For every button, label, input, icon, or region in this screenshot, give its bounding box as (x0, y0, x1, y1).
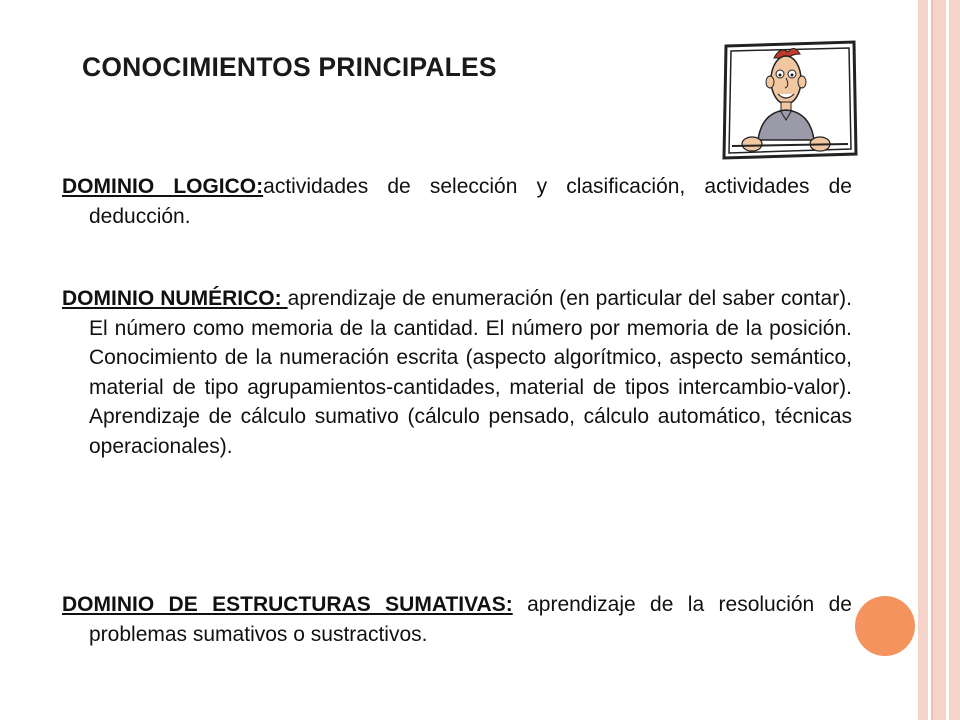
paragraph-text: aprendizaje de la resolución de problemas sumativos o sustractivos. (89, 593, 858, 646)
decorative-stripe (949, 0, 960, 720)
cartoon-man-illustration (722, 40, 858, 160)
orange-circle-decoration (855, 596, 915, 656)
term-label: DOMINIO DE ESTRUCTURAS SUMATIVAS: (62, 593, 513, 616)
paragraph-dominio-logico (62, 172, 852, 231)
slide-title: CONOCIMIENTOS PRINCIPALES (82, 52, 497, 82)
decorative-stripe (918, 0, 928, 720)
paragraph-text: actividades de selección y clasificación, actividades de deducción. (89, 175, 852, 228)
paragraph-text: aprendizaje de enumeración (en particular del saber contar). El número como memoria de la cantidad. El número por memoria de la posición. Conocimiento de la numeración escrita (aspecto algorítmico, aspecto semántico, material de tipo agrupamientos-cantidades, material de tipos intercambio-valor). Aprendizaje de cálculo sumativo (cálculo pensado, cálculo automático, técnicas operacionales). (89, 287, 853, 458)
paragraph-estructuras-sumativas (62, 590, 858, 649)
decorative-stripe (933, 0, 946, 720)
term-label: DOMINIO LOGICO: (62, 175, 264, 198)
paragraph-dominio-numerico (62, 284, 852, 461)
term-label: DOMINIO NUMÉRICO: (62, 287, 288, 310)
